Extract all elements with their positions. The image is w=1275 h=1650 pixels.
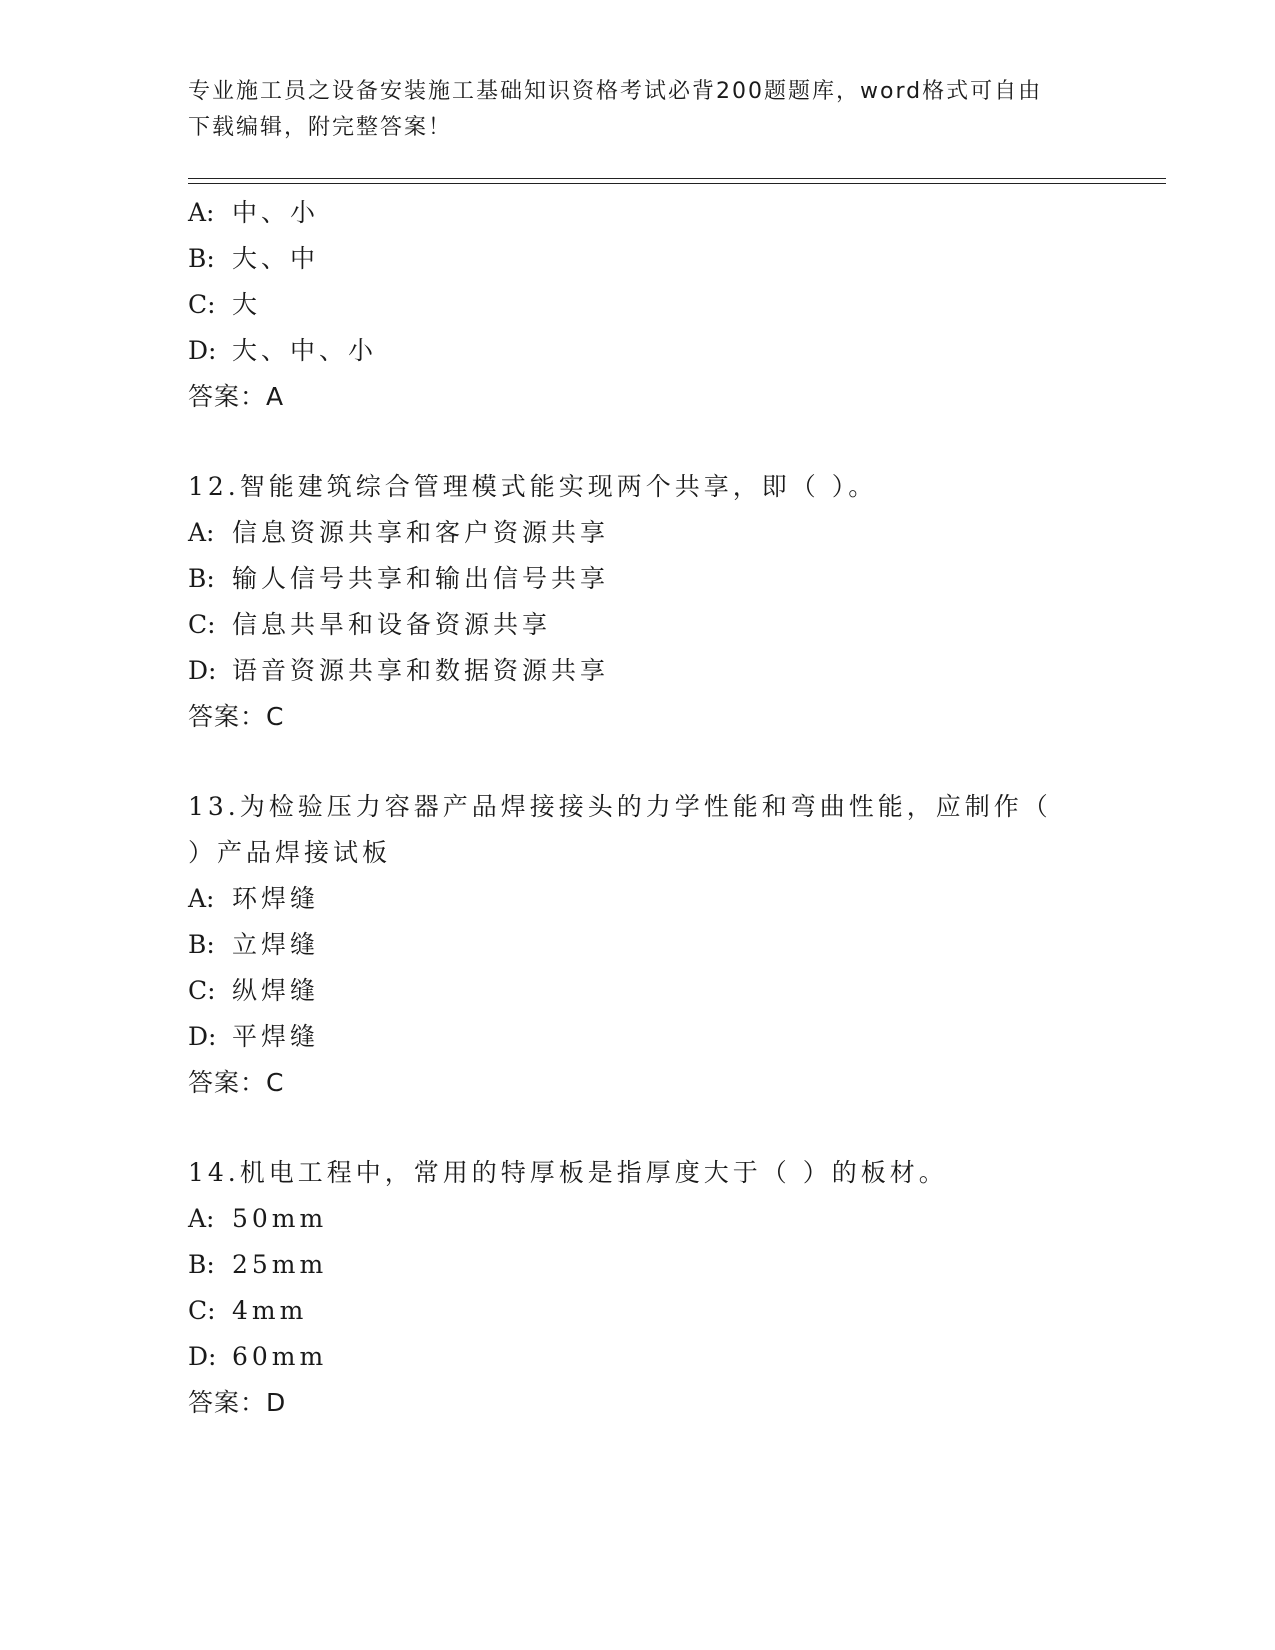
answer: 答案：C [188,1068,285,1097]
header-divider-bottom [188,183,1166,184]
question-stem: 14.机电工程中，常用的特厚板是指厚度大于（ ）的板材。 [188,1158,948,1187]
answer: 答案：A [188,382,285,411]
option-d: D: 平焊缝 [188,1022,320,1051]
question-14 [188,1150,1088,1426]
answer: 答案：C [188,702,285,731]
option-c: C: 纵焊缝 [188,976,320,1005]
question-stem-line-1: 13.为检验压力容器产品焊接接头的力学性能和弯曲性能，应制作（ [188,792,1052,821]
title-line-1: 专业施工员之设备安装施工基础知识资格考试必背200题题库，word格式可自由 [188,79,1043,104]
header-divider-top [188,178,1166,179]
question-stem: 12.智能建筑综合管理模式能实现两个共享，即（ ）。 [188,472,878,501]
question-12 [188,464,1088,740]
option-c: C: 4mm [188,1296,308,1325]
question-list [188,190,1088,1426]
question-11 [188,190,1088,420]
option-b: B: 输人信号共享和输出信号共享 [188,564,610,593]
title-line-2: 下载编辑，附完整答案！ [188,115,453,140]
option-b: B: 25mm [188,1250,328,1279]
option-a: A: 信息资源共享和客户资源共享 [188,518,610,547]
option-d: D: 大、中、小 [188,336,378,365]
document-title [188,74,1088,146]
option-a: A: 中、小 [188,198,320,227]
question-stem-line-2: ）产品焊接试板 [188,838,392,867]
option-d: D: 语音资源共享和数据资源共享 [188,656,610,685]
option-b: B: 大、中 [188,244,320,273]
option-c: C: 大 [188,290,262,319]
question-13 [188,784,1088,1106]
option-c: C: 信息共旱和设备资源共享 [188,610,552,639]
option-b: B: 立焊缝 [188,930,320,959]
option-a: A: 环焊缝 [188,884,320,913]
answer: 答案：D [188,1388,287,1417]
option-a: A: 50mm [188,1204,328,1233]
option-d: D: 60mm [188,1342,328,1371]
